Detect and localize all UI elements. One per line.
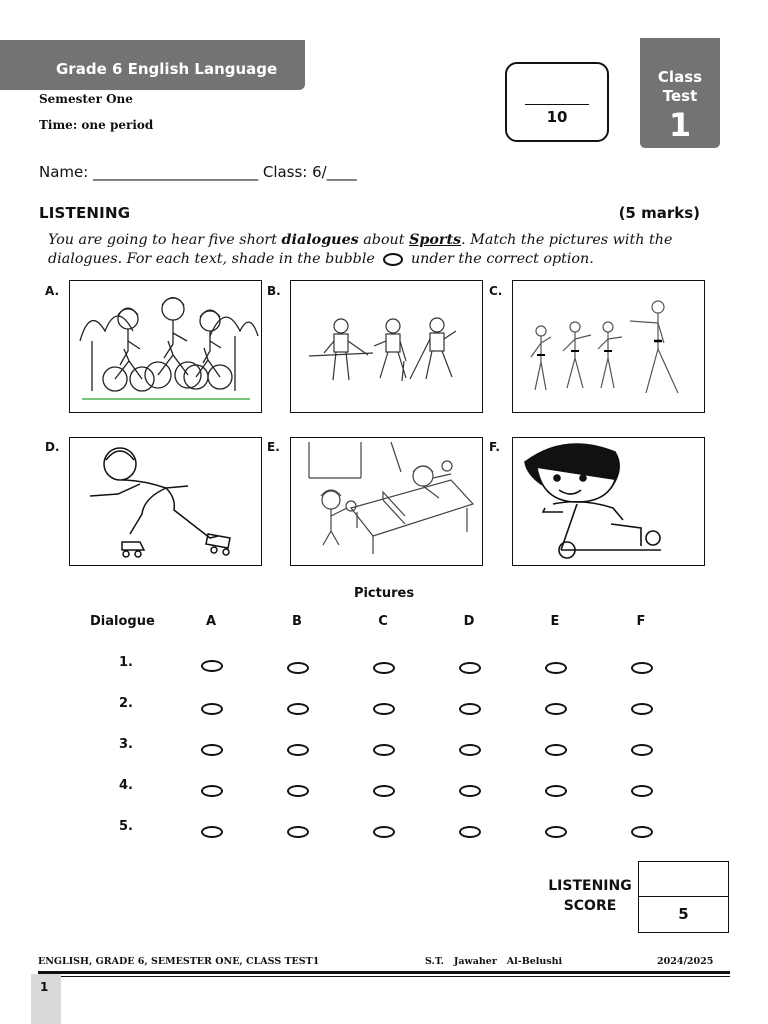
name-class-field[interactable]: Name: ______________________ Class: 6/____ (39, 163, 357, 181)
dialogue-row-4: 4. (119, 778, 133, 793)
footer-rule-thin (38, 976, 730, 977)
time-label: Time: one period (39, 118, 154, 132)
instruction-text-2: about (358, 232, 410, 248)
footer-rule-thick (38, 971, 730, 974)
footer-year: 2024/2025 (657, 956, 714, 967)
answer-bubble-1d[interactable] (459, 662, 481, 674)
listening-score-box (638, 861, 729, 933)
column-header-e: E (550, 614, 560, 629)
answer-bubble-3e[interactable] (545, 744, 567, 756)
page-number-tab (31, 974, 61, 1024)
answer-bubble-2e[interactable] (545, 703, 567, 715)
answer-bubble-4c[interactable] (373, 785, 395, 797)
answer-bubble-5c[interactable] (373, 826, 395, 838)
answer-bubble-1b[interactable] (287, 662, 309, 674)
answer-bubble-2c[interactable] (373, 703, 395, 715)
column-header-f: F (636, 614, 646, 629)
dialogue-row-2: 2. (119, 696, 133, 711)
listening-score-label (548, 876, 632, 916)
answer-bubble-1f[interactable] (631, 662, 653, 674)
picture-letter-e: E. (267, 440, 280, 454)
table-tennis-picture (290, 437, 483, 566)
footer-left: ENGLISH, GRADE 6, SEMESTER ONE, CLASS TEST1 (38, 956, 320, 967)
answer-bubble-3d[interactable] (459, 744, 481, 756)
page-number: 1 (40, 980, 49, 994)
answer-bubble-3f[interactable] (631, 744, 653, 756)
answer-bubble-5f[interactable] (631, 826, 653, 838)
answer-bubble-1e[interactable] (545, 662, 567, 674)
picture-letter-c: C. (489, 284, 503, 298)
section-marks: (5 marks) (618, 204, 700, 222)
bubble-icon (383, 253, 403, 266)
column-header-c: C (378, 614, 388, 629)
score-divider (639, 896, 728, 897)
answer-bubble-5e[interactable] (545, 826, 567, 838)
answer-bubble-4b[interactable] (287, 785, 309, 797)
semester-label: Semester One (39, 92, 133, 106)
instructions (48, 231, 728, 269)
instruction-text-4: under the correct option. (406, 251, 594, 267)
answer-bubble-5b[interactable] (287, 826, 309, 838)
hockey-picture (290, 280, 483, 413)
scooter-picture (512, 437, 705, 566)
answer-bubble-1a[interactable] (201, 660, 223, 672)
answer-bubble-4e[interactable] (545, 785, 567, 797)
score-blank-line (525, 104, 589, 105)
instruction-bold-dialogues: dialogues (281, 232, 359, 248)
column-header-d: D (463, 614, 475, 629)
dialogue-row-5: 5. (119, 819, 133, 834)
answer-grid-title: Pictures (353, 586, 415, 601)
instruction-bold-sports: Sports (409, 232, 462, 248)
section-title: LISTENING (39, 204, 131, 222)
answer-bubble-3c[interactable] (373, 744, 395, 756)
class-test-number: 1 (668, 106, 692, 144)
answer-bubble-1c[interactable] (373, 662, 395, 674)
answer-bubble-3b[interactable] (287, 744, 309, 756)
answer-bubble-5d[interactable] (459, 826, 481, 838)
column-header-a: A (205, 614, 217, 629)
rollerskating-picture (69, 437, 262, 566)
dialogue-row-3: 3. (119, 737, 133, 752)
answer-bubble-2d[interactable] (459, 703, 481, 715)
footer-author: S.T. Jawaher Al-Belushi (425, 956, 563, 967)
picture-letter-b: B. (267, 284, 281, 298)
picture-letter-d: D. (45, 440, 60, 454)
karate-picture (512, 280, 705, 413)
answer-bubble-2b[interactable] (287, 703, 309, 715)
answer-bubble-5a[interactable] (201, 826, 223, 838)
picture-letter-a: A. (45, 284, 60, 298)
class-test-label-2: Test (662, 87, 698, 105)
answer-bubble-4d[interactable] (459, 785, 481, 797)
answer-bubble-2f[interactable] (631, 703, 653, 715)
column-header-b: B (292, 614, 302, 629)
answer-bubble-3a[interactable] (201, 744, 223, 756)
cycling-picture (69, 280, 262, 413)
answer-bubble-4a[interactable] (201, 785, 223, 797)
listening-score-max: 5 (678, 905, 689, 923)
answer-bubble-2a[interactable] (201, 703, 223, 715)
total-score-box (505, 62, 609, 142)
instruction-text-1: You are going to hear five short (48, 232, 282, 248)
listening-score-label-1: LISTENING (548, 878, 632, 894)
header-title: Grade 6 English Language (56, 60, 278, 78)
listening-score-label-2: SCORE (563, 898, 617, 914)
instruction-text-3: . Match the pictures with the dialogues. For each text, shade in the bubble (48, 232, 673, 267)
answer-bubble-4f[interactable] (631, 785, 653, 797)
dialogue-row-1: 1. (119, 655, 133, 670)
class-test-label-1: Class (657, 68, 703, 86)
class-test-tab (640, 38, 720, 148)
picture-letter-f: F. (489, 440, 500, 454)
dialogue-column-header: Dialogue (90, 614, 155, 629)
total-score: 10 (546, 108, 568, 126)
